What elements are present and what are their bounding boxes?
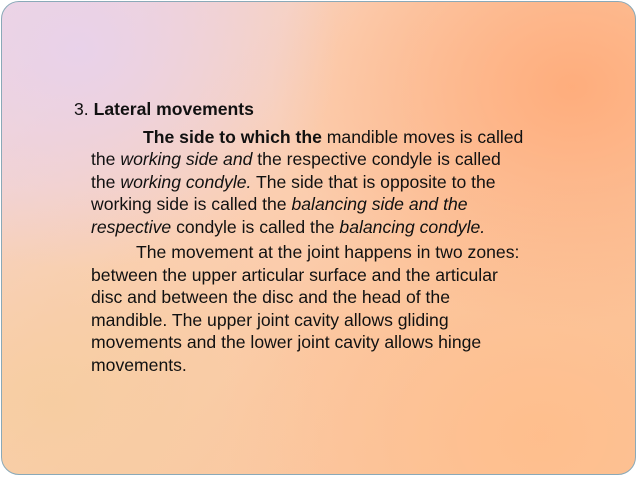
paragraph2-line: movements and the lower joint cavity allows hinge xyxy=(91,332,482,352)
italic-term: balancing condyle. xyxy=(339,216,486,237)
paragraph-joint-zones xyxy=(91,241,614,376)
italic-term: working condyle. xyxy=(120,171,252,192)
section-number: 3. xyxy=(74,99,89,119)
lead-bold-text: The side to which the xyxy=(143,126,322,147)
paragraph2-line: disc and between the disc and the head of the xyxy=(91,287,450,307)
text-run: mandible moves is called xyxy=(321,126,524,147)
section-title: Lateral movements xyxy=(93,99,254,119)
paragraph1-line xyxy=(91,171,614,194)
paragraph2-line: between the upper articular surface and the articular xyxy=(91,264,498,285)
paragraph2-line: mandible. The upper joint cavity allows gliding xyxy=(91,309,449,330)
text-run: the respective condyle is called xyxy=(252,149,501,169)
italic-term: balancing side and the xyxy=(291,194,468,214)
italic-term: respective xyxy=(91,216,172,237)
paragraph-lateral-movements xyxy=(91,126,614,239)
text-run: condyle is called the xyxy=(171,216,340,237)
paragraph1-line xyxy=(91,148,614,171)
italic-term: working side and xyxy=(120,149,253,169)
text-run: working side is called the xyxy=(91,194,292,214)
paragraph1-line xyxy=(91,126,614,149)
slide-content xyxy=(74,98,614,376)
section-heading xyxy=(74,98,614,121)
text-run: the xyxy=(91,171,121,192)
paragraph1-line xyxy=(91,193,614,216)
paragraph2-line: movements. xyxy=(91,354,187,375)
text-run: the xyxy=(91,149,121,169)
paragraph2-line: The movement at the joint happens in two zones: xyxy=(136,242,520,262)
slide-panel xyxy=(1,1,636,475)
paragraph1-line xyxy=(91,216,614,239)
text-run: The side that is opposite to the xyxy=(251,171,496,192)
